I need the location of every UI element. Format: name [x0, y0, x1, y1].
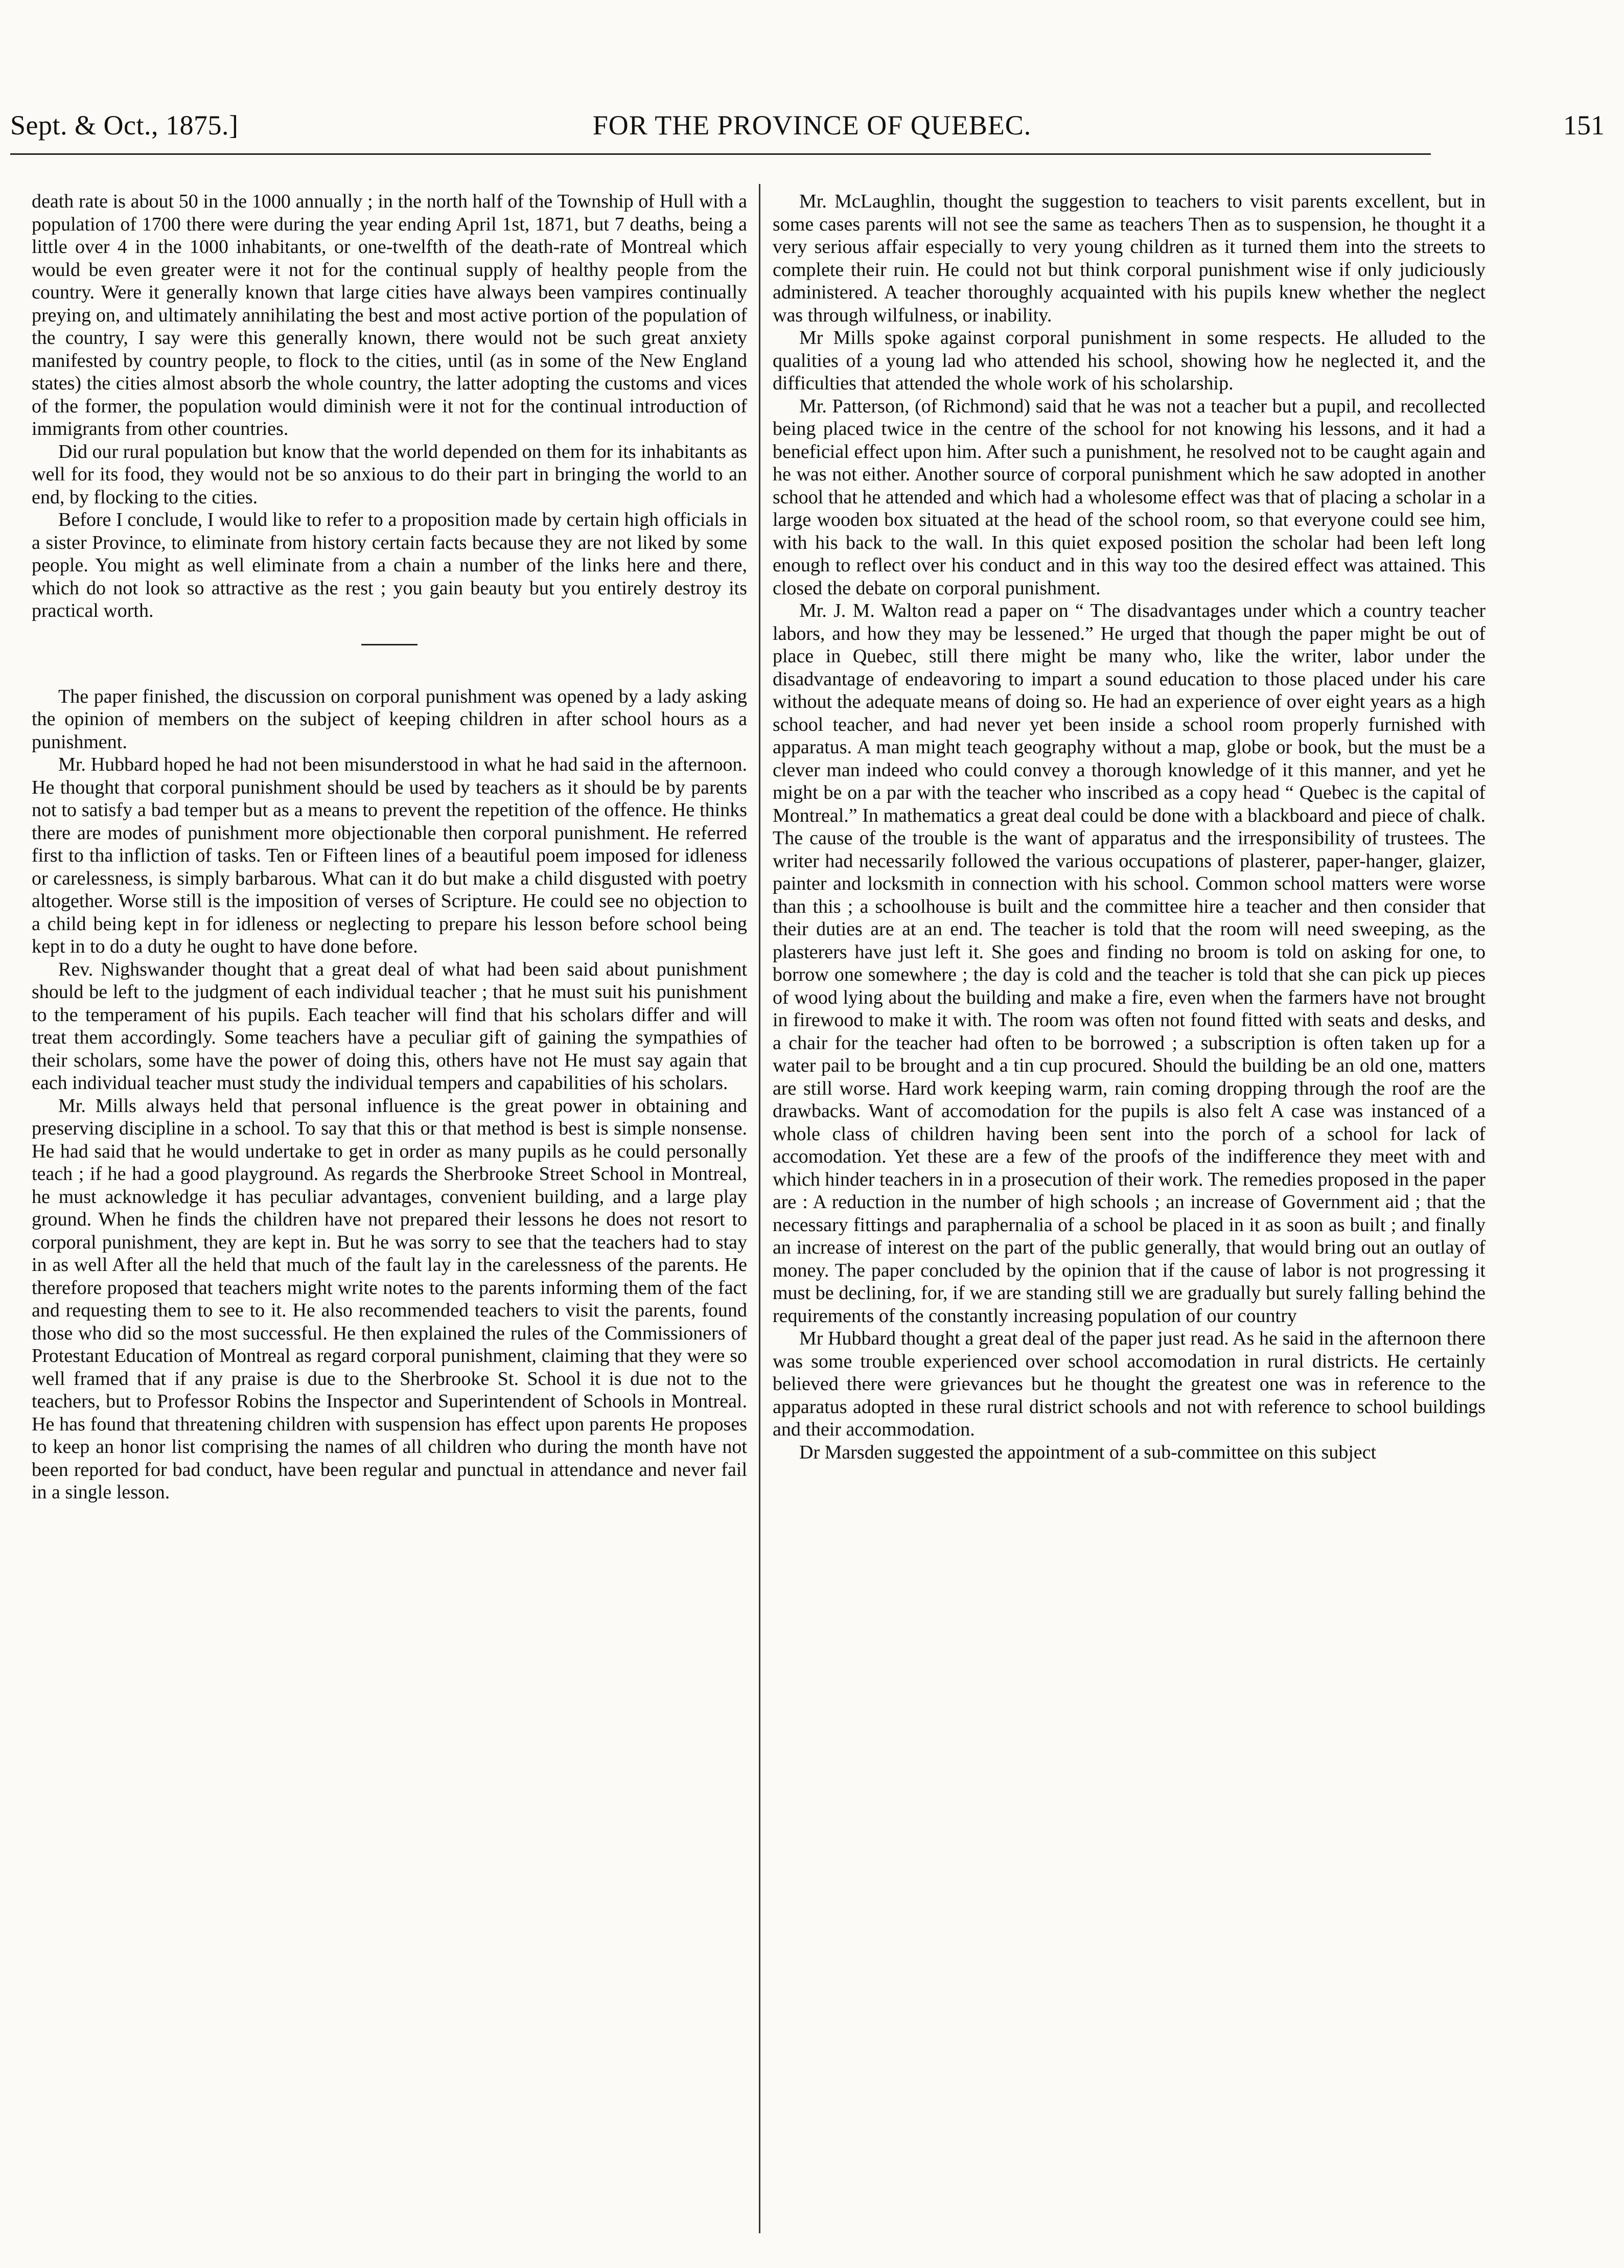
paragraph: Mr. McLaughlin, thought the suggestion to teachers to visit parents excellent, but in some cases parents will not see the same as teachers Then as to suspension, he thought it a very serious affair especially to very young children as it turned them into the streets to complete their ruin. He could not but think corporal punishment wise if only judiciously administered. A teacher thoroughly acquainted with his pupils knew whether the neglect was through wilfulness, or inability. — [773, 191, 1486, 326]
paragraph: Rev. Nighswander thought that a great deal of what had been said about punishment should be left to the judgment of each individual teacher ; that he must suit his punishment to the temperament of his pupils. Each teacher will find that his scholars differ and will treat them accordingly. Some teachers have a peculiar gift of gaining the sympathies of their scholars, some have the power of doing this, others have not He must say again that each individual teacher must study the individual tempers and capabilities of his scholars. — [32, 958, 747, 1094]
left-column — [32, 190, 747, 1504]
header-rule — [10, 153, 1431, 155]
column-divider — [759, 184, 760, 2233]
issue-date: Sept. & Oct., 1875.] — [10, 110, 239, 141]
paragraph: death rate is about 50 in the 1000 annually ; in the north half of the Township of Hull with a population of 1700 there were during the year ending April 1st, 1871, but 7 deaths, being a little over 4 in the 1000 inhabitants, or one-twelfth of the death-rate of Montreal which would be even greater were it not for the continual supply of healthy people from the country. Were it generally known that large cities have always been vampires continually preying on, and ultimately annihilating the best and most active portion of the population of the country, I say were this generally known, there would not be such great anxiety manifested by country people, to flock to the cities, until (as in some of the New England states) the cities almost absorb the whole country, the latter adopting the customs and vices of the former, the population would diminish were it not for the continual introduction of immigrants from other countries. — [32, 191, 747, 439]
paragraph: The paper finished, the discussion on corporal punishment was opened by a lady asking the opinion of members on the subject of keeping children in after school hours as a punishment. — [32, 685, 747, 753]
right-column — [773, 190, 1486, 1464]
paragraph: Mr Hubbard thought a great deal of the paper just read. As he said in the afternoon there was some trouble experienced over school accomodation in rural districts. He certainly believed there were grievances but he thought the greatest one was in reference to the apparatus adopted in these rural district schools and not with reference to school buildings and their accommodation. — [773, 1328, 1486, 1440]
paragraph: Mr. Mills always held that personal influence is the great power in obtaining and preserving discipline in a school. To say that this or that method is best is simple nonsense. He had said that he would undertake to get in order as many pupils as he could personally teach ; if he had a good playground. As regards the Sherbrooke Street School in Montreal, he must acknowledge it has peculiar advantages, convenient building, and a large play ground. When he finds the children have not prepared their lessons he does not resort to corporal punishment, they are kept in. But he was sorry to see that the teachers had to stay in as well After all the held that much of the fault lay in the carelessness of the parents. He therefore proposed that teachers might write notes to the parents informing them of the fact and requesting them to see to it. He also recommended teachers to visit the parents, found those who did so the most successful. He then explained the rules of the Commissioners of Protestant Education of Montreal as regard corporal punishment, claiming that they were so well framed that if any praise is due to the Sherbrooke St. School it is due not to the teachers, but to Professor Robins the Inspector and Superintendent of Schools in Montreal. He has found that threatening children with suspension has effect upon parents He proposes to keep an honor list comprising the names of all children who during the month have not been reported for bad conduct, have been regular and punctual in attendance and never fail in a single lesson. — [32, 1095, 747, 1503]
paragraph: Dr Marsden suggested the appointment of a sub-committee on this subject — [799, 1441, 1377, 1463]
paragraph: Mr. J. M. Walton read a paper on “ The disadvantages under which a country teacher labors, and how they may be lessened.” He urged that though the paper might be out of place in Quebec, still there might be many who, like the writer, labor under the disadvantage of endeavoring to impart a sound education to those placed under his care without the adequate means of doing so. He had an experience of over eight years as a high school teacher, and had never yet been inside a school room properly furnished with apparatus. A man might teach geography without a map, globe or book, but the must be a clever man indeed who could convey a thorough knowledge of it this manner, and yet he might be on a par with the teacher who inscribed as a copy head “ Quebec is the capital of Montreal.” In mathematics a great deal could be done with a blackboard and piece of chalk. The cause of the trouble is the want of apparatus and the irresponsibility of trustees. The writer had necessarily followed the various occupations of plasterer, paper-hanger, glaizer, painter and locksmith in connection with his school. Common school matters were worse than this ; a schoolhouse is built and the committee hire a teacher and then consider that their duties are at an end. The teacher is told that the room will need sweeping, as the plasterers have just left it. She goes and finding no broom is told on asking for one, to borrow one somewhere ; the day is cold and the teacher is told that she can pick up pieces of wood lying about the building and make a fire, even when the farmers have not brought in firewood to make it with. The room was often not found fitted with seats and desks, and a chair for the teacher had often to be borrowed ; a subscription is often taken up for a water pail to be brought and a tin cup procured. Should the building be an old one, matters are still worse. Hard work keeping warm, rain coming dropping through the roof are the drawbacks. Want of accomodation for the pupils is also felt A case was instanced of a whole class of children having been sent into the porch of a school for lack of accomodation. Yet these are a few of the proofs of the indifference they meet with and which hinder teachers in in a prosecution of their work. The remedies proposed in the paper are : A reduction in the number of high schools ; an increase of Government aid ; that the necessary fittings and paraphernalia of a school be placed in it as soon as built ; and finally an increase of interest on the part of the public generally, that would bring out an outlay of money. The paper concluded by the opinion that if the cause of labor is not progressing it must be declining, for, if we are standing still we are gradually but surely falling behind the requirements of the constantly increasing population of our country — [773, 600, 1486, 1327]
paragraph: Mr Mills spoke against corporal punishment in some respects. He alluded to the qualities of a young lad who attended his school, showing how he neglected it, and the difficulties that attended the whole work of his scholarship. — [773, 327, 1486, 394]
journal-title: FOR THE PROVINCE OF QUEBEC. — [592, 110, 1032, 141]
paragraph: Before I conclude, I would like to refer to a proposition made by certain high officials in a sister Province, to eliminate from history certain facts because they are not liked by some people. You might as well eliminate from a chain a number of the links here and there, which do not look so attractive as the rest ; you gain beauty but you entirely destroy its practical worth. — [32, 509, 747, 621]
section-separator-rule — [361, 644, 417, 645]
paragraph: Did our rural population but know that the world depended on them for its inhabitants as well for its food, they would not be so anxious to do their part in bringing the world to an end, by flocking to the cities. — [32, 441, 747, 508]
running-header — [0, 105, 1624, 146]
paragraph: Mr. Hubbard hoped he had not been misunderstood in what he had said in the afternoon. He thought that corporal punishment should be used by teachers as it should be by parents not to satisfy a bad temper but as a means to prevent the repetition of the offence. He thinks there are modes of punishment more objectionable then corporal punishment. He referred first to tha infliction of tasks. Ten or Fifteen lines of a beautiful poem imposed for idleness or carelessness, is simply barbarous. What can it do but make a child disgusted with poetry altogether. Worse still is the imposition of verses of Scripture. He could see no objection to a child being kept in for idleness or neglecting to prepare his lesson before school being kept in to do a duty he ought to have done before. — [32, 754, 747, 957]
page-number: 151 — [1563, 110, 1605, 141]
paragraph: Mr. Patterson, (of Richmond) said that he was not a teacher but a pupil, and recollected being placed twice in the centre of the school for not knowing his lessons, and it had a beneficial effect upon him. After such a punishment, he resolved not to be caught again and he was not either. Another source of corporal punishment which he saw adopted in another school that he attended and which had a wholesome effect was that of placing a scholar in a large wooden box situated at the head of the school room, so that everyone could see him, with his back to the wall. In this quiet exposed position the scholar had been left long enough to reflect over his conduct and in this way too the desired effect was attained. This closed the debate on corporal punishment. — [773, 395, 1486, 599]
